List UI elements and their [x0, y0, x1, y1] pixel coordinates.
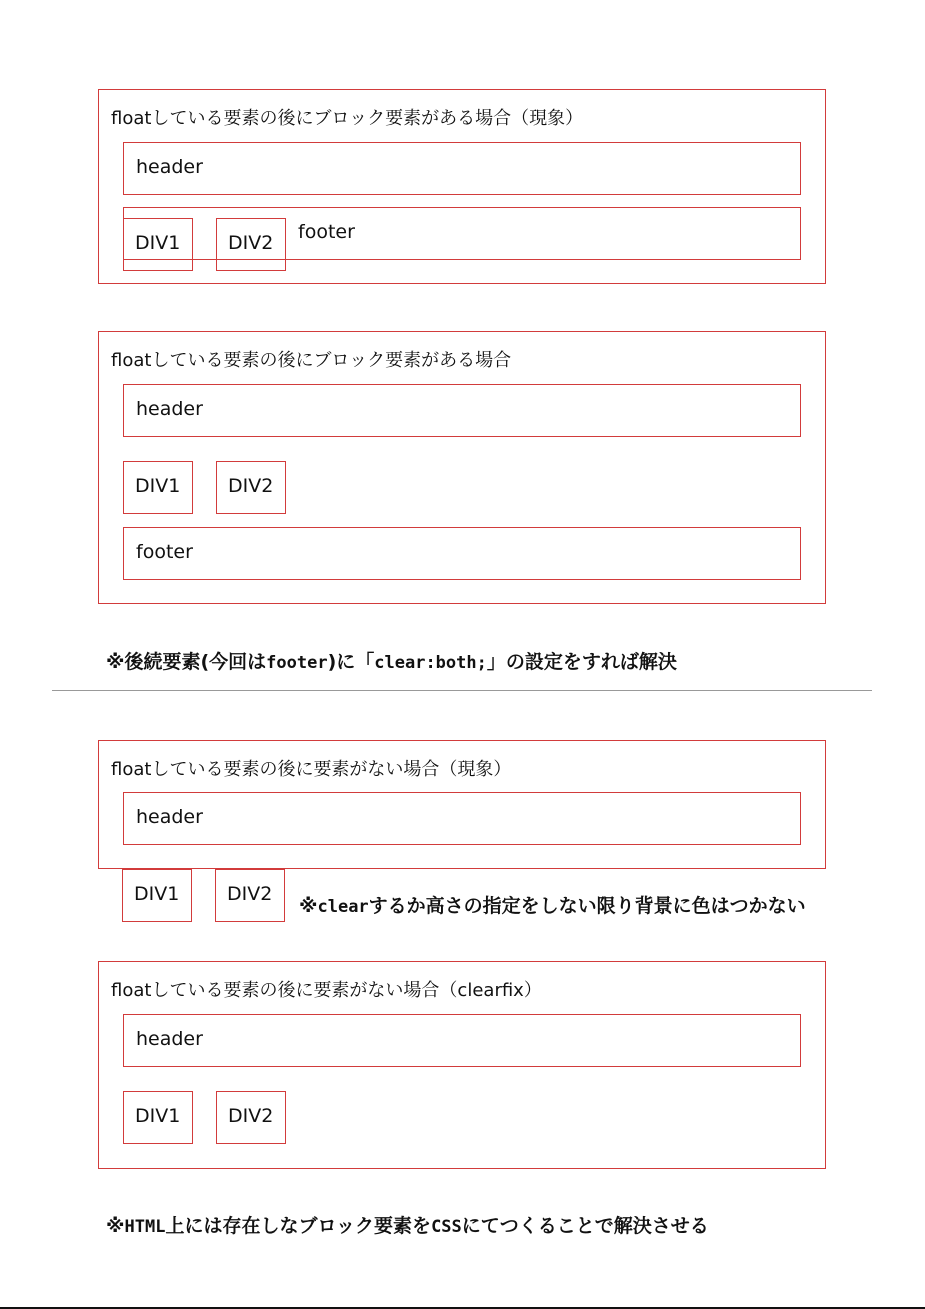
note-text-2: )に「 — [327, 651, 375, 673]
div2-label: DIV2 — [228, 1105, 274, 1127]
demo-float-empty-clearfix — [98, 961, 826, 1169]
note-text-1: ※ — [299, 895, 318, 917]
note-text-1: ※ — [106, 1215, 125, 1237]
note-code-html: HTML — [124, 1217, 166, 1237]
div1-box — [122, 869, 192, 922]
note-background — [299, 891, 806, 918]
div2-label: DIV2 — [228, 475, 274, 497]
demo-title: floatしている要素の後に要素がない場合（clearfix） — [111, 980, 542, 1001]
header-box — [123, 1014, 801, 1067]
header-label: header — [136, 156, 203, 178]
demo-float-block-fixed — [98, 331, 826, 604]
div1-label: DIV1 — [135, 232, 181, 254]
div1-label: DIV1 — [135, 1105, 181, 1127]
header-box — [123, 142, 801, 195]
demo-float-block-phenomenon — [98, 89, 826, 284]
div1-box — [123, 461, 193, 514]
header-label: header — [136, 806, 203, 828]
section-divider — [52, 690, 872, 691]
demo-title: floatしている要素の後にブロック要素がある場合 — [111, 350, 512, 371]
div2-box — [216, 461, 286, 514]
note-clearfix — [106, 1211, 709, 1238]
header-box — [123, 792, 801, 845]
note-text-1: ※後続要素(今回は — [106, 651, 267, 673]
header-box — [123, 384, 801, 437]
div2-label: DIV2 — [227, 883, 273, 905]
note-code-footer: footer — [266, 653, 328, 673]
div1-label: DIV1 — [135, 475, 181, 497]
header-label: header — [136, 398, 203, 420]
footer-label: footer — [136, 541, 193, 563]
footer-box — [123, 527, 801, 580]
div1-box — [123, 218, 193, 271]
note-text-3: 」の設定をすれば解決 — [486, 651, 677, 673]
header-label: header — [136, 1028, 203, 1050]
note-text-2: するか高さの指定をしない限り背景に色はつかない — [368, 895, 806, 917]
note-clear-both — [106, 647, 677, 674]
note-code-clear: clear — [317, 897, 369, 917]
footer-label: footer — [298, 221, 355, 243]
demo-float-empty-phenomenon — [98, 740, 826, 869]
div2-label: DIV2 — [228, 232, 274, 254]
div2-box — [216, 1091, 286, 1144]
note-code-css: CSS — [431, 1217, 462, 1237]
div2-box — [216, 218, 286, 271]
note-text-3: にてつくることで解決させる — [461, 1215, 709, 1237]
note-text-2: 上には存在しなブロック要素を — [165, 1215, 432, 1237]
demo-title: floatしている要素の後に要素がない場合（現象） — [111, 759, 512, 780]
demo-title: floatしている要素の後にブロック要素がある場合（現象） — [111, 108, 584, 129]
div1-label: DIV1 — [134, 883, 180, 905]
note-code-clear-both: clear:both; — [374, 653, 487, 673]
div1-box — [123, 1091, 193, 1144]
div2-box — [215, 869, 285, 922]
